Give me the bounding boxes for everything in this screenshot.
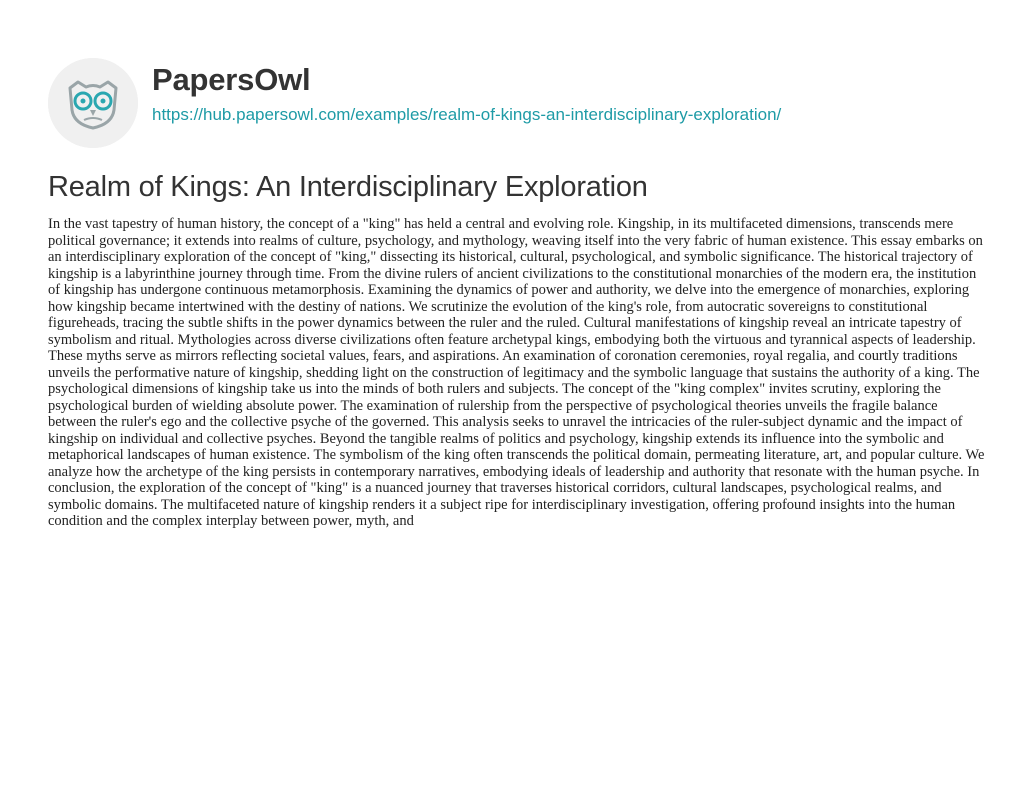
source-url-link[interactable]: https://hub.papersowl.com/examples/realm-of-kings-an-interdisciplinary-exploration/ <box>152 105 782 124</box>
essay-body: In the vast tapestry of human history, the concept of a "king" has held a central and evolving role. Kingship, in its multifaceted dimensions, transcends mere political governance; it extends into realms of culture, psychology, and mythology, weaving itself into the very fabric of human existence. This essay embarks on an interdisciplinary exploration of the concept of "king," dissecting its historical, cultural, psychological, and symbolic significance. The historical trajectory of kingship is a labyrinthine journey through time. From the divine rulers of ancient civilizations to the constitutional monarchies of the modern era, the institution of kingship has undergone continuous metamorphosis. Examining the dynamics of power and authority, we delve into the emergence of monarchies, exploring how kingship became intertwined with the destiny of nations. We scrutinize the evolution of the king's role, from autocratic sovereigns to constitutional figureheads, tracing the subtle shifts in the power dynamics between the ruler and the ruled. Cultural manifestations of kingship reveal an intricate tapestry of symbolism and ritual. Mythologies across diverse civilizations often feature archetypal kings, embodying both the virtuous and tyrannical aspects of leadership. These myths serve as mirrors reflecting societal values, fears, and aspirations. An examination of coronation ceremonies, royal regalia, and courtly traditions unveils the performative nature of kingship, shedding light on the construction of legitimacy and the symbolic language that sustains the authority of a king. The psychological dimensions of kingship take us into the minds of both rulers and subjects. The concept of the "king complex" invites scrutiny, exploring the psychological burden of wielding absolute power. The examination of rulership from the perspective of psychological theories unveils the fragile balance between the ruler's ego and the collective psyche of the governed. This analysis seeks to unravel the intricacies of the ruler-subject dynamic and the impact of kingship on individual and collective psyches. Beyond the tangible realms of politics and psychology, kingship extends its influence into the symbolic and metaphorical landscapes of human existence. The symbolism of the king often transcends the political domain, permeating literature, art, and popular culture. We analyze how the archetype of the king persists in contemporary narratives, embodying ideals of leadership and authority that resonate with the human psyche. In conclusion, the exploration of the concept of "king" is a nuanced journey that traverses historical corridors, cultural landscapes, psychological realms, and symbolic domains. The multifaceted nature of kingship renders it a subject ripe for interdisciplinary investigation, offering profound insights into the human condition and the complex interplay between power, myth, and <box>48 216 985 529</box>
essay-title: Realm of Kings: An Interdisciplinary Exploration <box>48 171 648 203</box>
owl-logo-icon <box>48 58 138 148</box>
site-header <box>48 58 1008 148</box>
brand-name: PapersOwl <box>152 62 311 97</box>
